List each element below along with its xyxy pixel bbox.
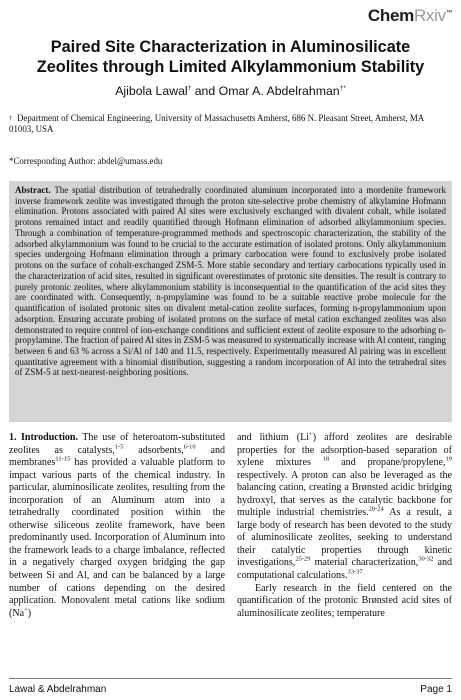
- superscript-charge: +: [24, 606, 28, 614]
- body-text: ): [27, 607, 32, 619]
- body-text: ) afford zeolites are desirable properties for the adsorption-based separation of xylene mixtures: [237, 432, 452, 469]
- superscript-charge: +: [309, 432, 313, 438]
- citation-ref: 25-29: [295, 556, 311, 564]
- page-footer: [0, 684, 461, 700]
- citation-ref: 11-15: [55, 455, 71, 463]
- continued-paragraph: [237, 432, 452, 583]
- affiliation: [9, 113, 449, 135]
- chemrxiv-logo: [368, 6, 452, 26]
- paper-title: Paired Site Characterization in Aluminosilicate Zeolites through Limited Alkylammonium Stability: [36, 38, 425, 76]
- corresponding-author: *Corresponding Author: abdel@umass.edu: [9, 156, 163, 166]
- citation-ref: 1-5: [114, 443, 124, 451]
- body-text: has provided a valuable platform to impact various parts of the chemical industry. In particular, aluminosilicate zeolites, resulting from the incorporation of an Aluminum atom into a tetrahedrally coordinated position within the otherwise siliceous zeolite framework, have been predominantly used. Incorporation of Aluminum into the framework leads to a charge imbalance, reflected in a negatively charged oxygen bridging the gap between Si and Al, and can be balanced by a large number of cations depending on the desired application. Monovalent metal cations like sodium (Na: [9, 457, 225, 619]
- footer-authors: Lawal & Abdelrahman: [9, 684, 107, 695]
- body-text: The use of heteroatom-substituted zeolites as catalysts,: [9, 432, 225, 456]
- body-text: and propane/propylene,: [329, 457, 446, 469]
- body-column-right: [237, 432, 452, 678]
- citation-ref: 20-24: [368, 505, 384, 513]
- body-text: As a result, a large body of research has been devoted to the study of aluminosilicate zeolites, seeking to understand their catalytic properties through kinetic investigations,: [237, 507, 452, 569]
- logo-chem-text: Chem: [367, 6, 414, 25]
- abstract-label: Abstract.: [15, 185, 51, 195]
- abstract-box: [9, 181, 452, 422]
- author-list: [20, 84, 441, 98]
- author-2: Omar A. Abdelrahman: [218, 84, 340, 98]
- citation-ref: 18: [322, 455, 330, 463]
- body-text: and computational calculations.: [237, 557, 452, 582]
- body-text: and lithium (Li: [237, 432, 310, 443]
- logo-trademark: ™: [445, 9, 452, 17]
- body-text: adsorbents,: [123, 444, 184, 456]
- affiliation-text: Department of Chemical Engineering, University of Massachusetts Amherst, 686 N. Pleasant Street, Amherst, MA 01003, USA: [9, 113, 424, 134]
- citation-ref: 33-37: [347, 568, 363, 576]
- author-2-mark: †*: [339, 84, 346, 92]
- citation-ref: 19: [445, 455, 452, 463]
- abstract-paragraph: [15, 185, 446, 378]
- section-heading-introduction: 1. Introduction.: [9, 432, 79, 443]
- affiliation-mark: †: [9, 115, 13, 122]
- citation-ref: 30-32: [418, 556, 434, 564]
- second-paragraph: Early research in the field centered on the quantification of the protonic Brønsted acid sites of aluminosilicate zeolites; temperature: [237, 582, 452, 619]
- footer-divider: [9, 678, 452, 679]
- body-text: respectively. A proton can also be leveraged as the balancing cation, creating a Brønsted acidic bridging hydroxyl, that serves as the catalytic backbone for multiple industrial chemistries.: [237, 469, 452, 519]
- body-text: material characterization,: [310, 557, 419, 569]
- author-conjunction: and: [191, 84, 219, 98]
- author-1-mark: †: [187, 84, 192, 92]
- citation-ref: 6-10: [183, 443, 196, 451]
- body-text: and membranes: [9, 444, 225, 469]
- logo-rxiv-text: Rxiv: [413, 6, 446, 25]
- intro-paragraph: [9, 432, 225, 620]
- author-1: Ajibola Lawal: [115, 84, 188, 98]
- abstract-text: The spatial distribution of tetrahedrally coordinated aluminum incorporated into a mordenite framework inverse framework zeolite was investigated through the proton site-selective probe chemistry of alkylamine Hofmann elimination. Protons associated with paired Al sites were exclusively exchanged with divalent cobalt, while isolated protons remained intact and readily quantified through Hofmann elimination of adsorbed alkylammonium species. Through a combination of temperature-programmed methods and spectroscopic characterization, the stability of the adsorbed alkylammonium was found to be crucial to the accurate estimation of isolated protons. Only alkylammonium species undergoing Hofmann elimination through a primary carbocation were found to exclusively probe isolated protons on the surface of cobalt-exchanged ZSM-5. More stable secondary and tertiary carbocations typically used in the characterization of acid sites, resulted in significant overestimates of protonic site densities. The result is contrary to purely protonic zeolites, where alkylammonium stability is inconsequential to the quantification of the acid sites they are coordinated with. Consequently, n-propylamine was found to be a suitable reactive probe molecule for the quantification of isolated protonic sites on divalent metal-cation zeolite surfaces, forming n-propylammonium upon adsorption. Ensuring accurate probing of isolated protons on the surface of metal cation exchanged zeolites was also demonstrated to require control of ion-exchange conditions and sufficient extent of zeolite exposure to the adsorbing n-propylamine. The fraction of paired Al sites in ZSM-5 was measured to systematically increase with Al content, ranging between 6 and 63 % across a Si/Al of 140 and 11.5, respectively. Experimentally measured Al pairing was in excellent quantitative agreement with a binomial distribution, suggesting a random incorporation of Al into the tetrahedral sites of ZSM-5 at next-nearest-neighboring positions.: [15, 185, 446, 378]
- body-column-left: [9, 432, 225, 678]
- page-number: Page 1: [420, 684, 452, 695]
